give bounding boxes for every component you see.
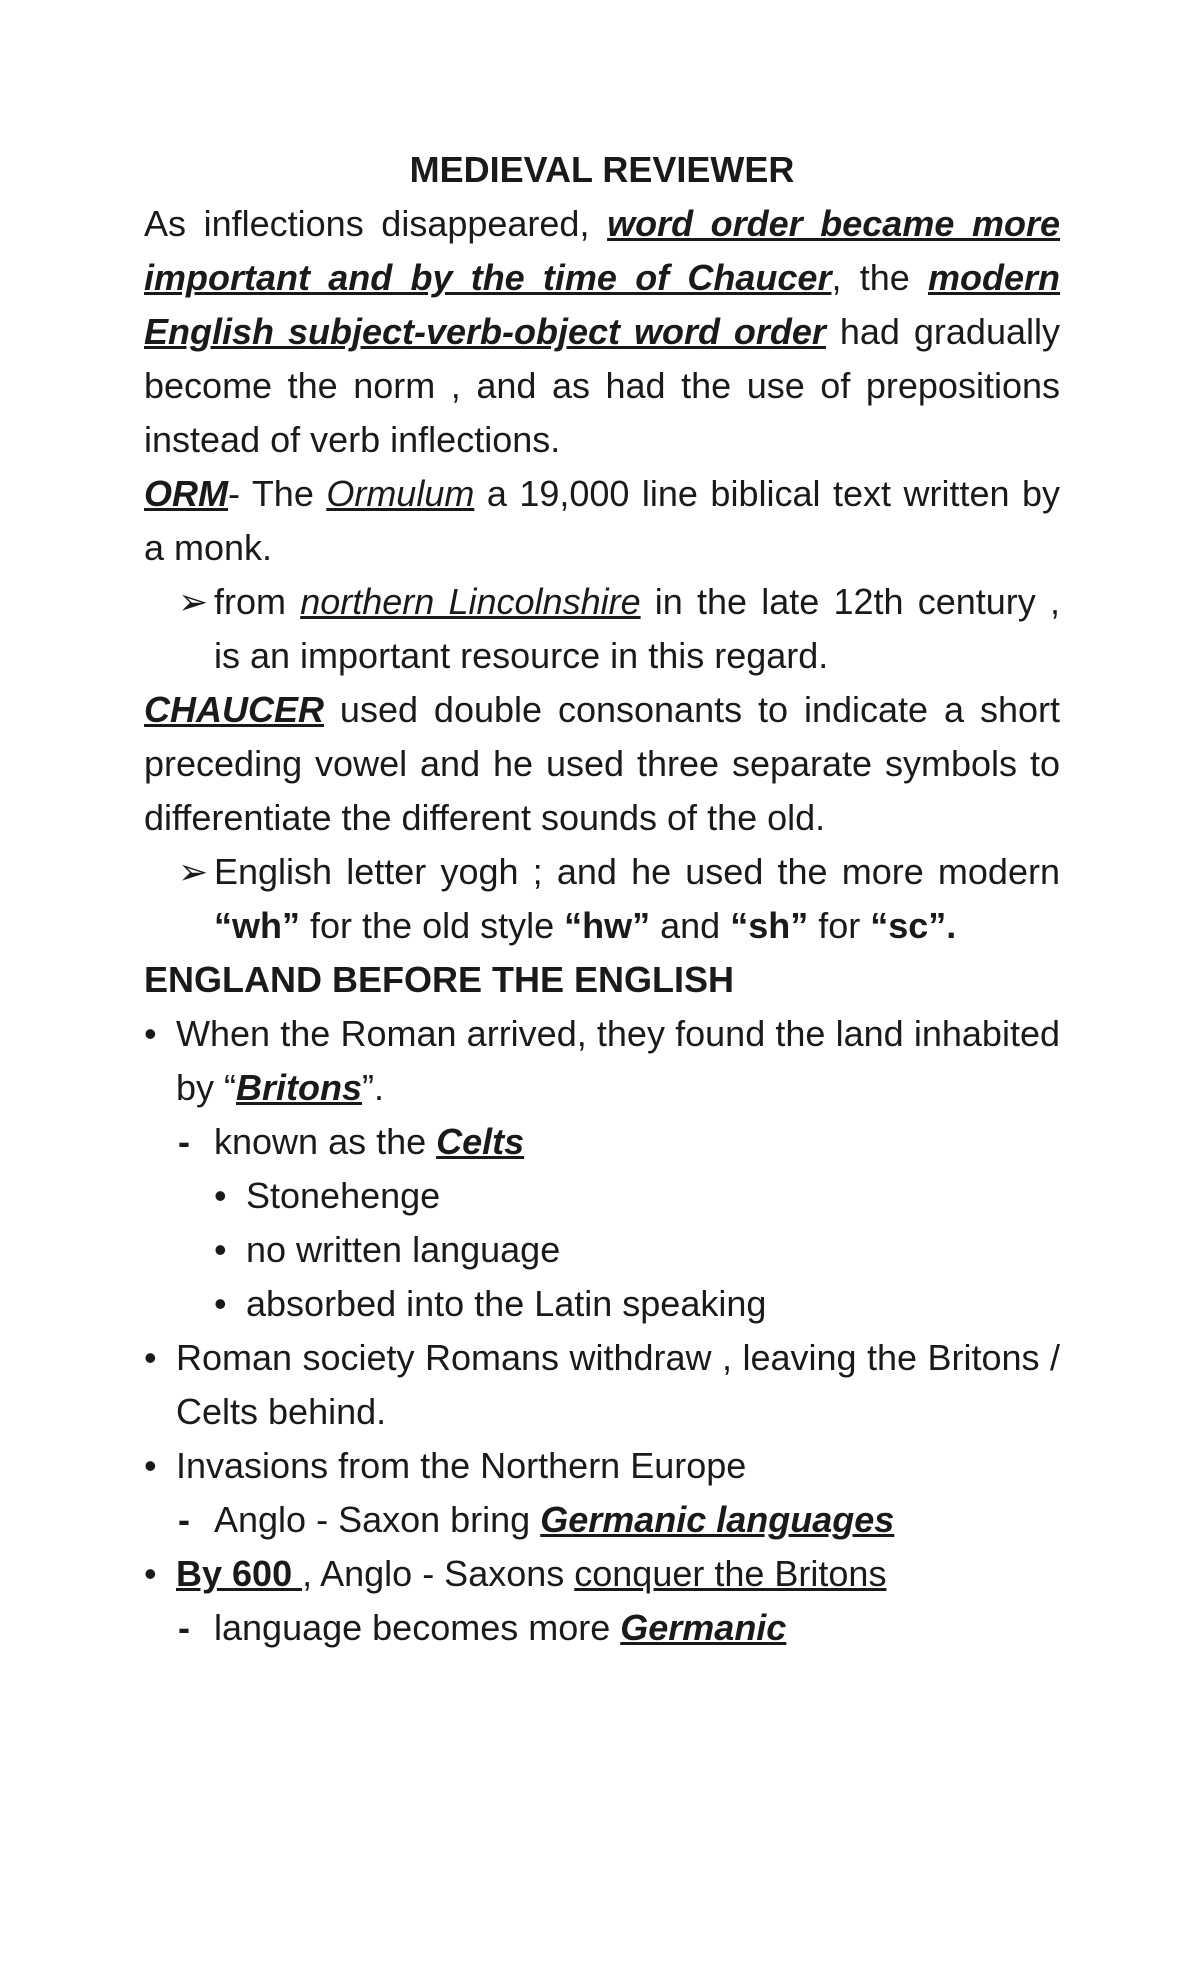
text-run: language becomes more <box>214 1607 621 1648</box>
paragraph-word-order <box>144 197 1060 467</box>
emphasis-text: Britons <box>236 1067 363 1108</box>
section-heading: ENGLAND BEFORE THE ENGLISH <box>144 959 735 1000</box>
emphasis-text: word order became more important and by the time of Chaucer <box>144 203 1060 298</box>
dash-text <box>214 1601 786 1655</box>
bullet-icon: • <box>144 1553 157 1594</box>
emphasis-text: modern English subject-verb-object word order <box>144 257 1060 352</box>
bullet-text: Invasions from the Northern Europe <box>176 1445 747 1486</box>
bullet-item <box>144 1439 1060 1493</box>
text-run: a 19,000 line biblical text written by a monk. <box>144 473 1060 568</box>
paragraph-orm <box>144 467 1060 575</box>
bold-text: “hw” <box>564 905 651 946</box>
text-run: for <box>808 905 871 946</box>
dash-text <box>214 1115 524 1169</box>
term-orm: ORM <box>144 473 228 514</box>
bullet-text <box>176 1007 1060 1115</box>
bold-text: By 600 <box>176 1553 303 1594</box>
text-run: When the Roman arrived, they found the land inhabited by “ <box>176 1013 1060 1108</box>
text-run: ”. <box>362 1067 385 1108</box>
bullet-icon: • <box>214 1229 227 1270</box>
document-content <box>144 143 1060 1655</box>
text-run: , the <box>831 257 928 298</box>
bullet-icon: • <box>214 1175 227 1216</box>
bullet-text: Roman society Romans withdraw , leaving the Britons / Celts behind. <box>176 1337 1060 1432</box>
dash-icon: - <box>178 1499 190 1540</box>
dash-icon: - <box>178 1607 190 1648</box>
term-chaucer: CHAUCER <box>144 689 324 730</box>
bullet-text <box>176 1547 1060 1601</box>
text-run: known as the <box>214 1121 437 1162</box>
bullet-icon: • <box>144 1445 157 1486</box>
bullet-icon: • <box>214 1283 227 1324</box>
text-run: As inflections disappeared, <box>144 203 608 244</box>
text-run: from <box>214 581 301 622</box>
arrow-bullet-item <box>144 845 1060 953</box>
dash-icon: - <box>178 1121 190 1162</box>
text-run: Anglo - Saxon bring <box>214 1499 541 1540</box>
text-run: for the old style <box>300 905 565 946</box>
bold-text: “sc”. <box>870 905 957 946</box>
emphasis-text: Celts <box>436 1121 525 1162</box>
sub-bullet-text: no written language <box>246 1229 561 1270</box>
bullet-item <box>144 1547 1060 1601</box>
text-run: in the late 12th century , is an important resource in this regard. <box>214 581 1060 676</box>
text-run: - The <box>228 473 327 514</box>
emphasis-text: northern Lincolnshire <box>300 581 641 622</box>
text-run: English letter yogh ; and he used the more modern <box>214 851 1060 892</box>
bold-text: “wh” <box>214 905 300 946</box>
dash-item <box>144 1493 1060 1547</box>
bullet-item <box>144 1331 1060 1439</box>
paragraph-chaucer <box>144 683 1060 845</box>
term-ormulum: Ormulum <box>326 473 475 514</box>
bold-text: “sh” <box>730 905 809 946</box>
sub-bullet-text: absorbed into the Latin speaking <box>246 1283 767 1324</box>
dash-item <box>144 1115 1060 1169</box>
arrow-bullet-icon: ➢ <box>178 581 209 622</box>
bullet-icon: • <box>144 1013 157 1054</box>
emphasis-text: Germanic <box>620 1607 787 1648</box>
text-run: and <box>650 905 731 946</box>
bullet-text <box>214 575 1060 683</box>
dash-text <box>214 1493 894 1547</box>
sub-bullet-item <box>144 1169 1060 1223</box>
page-title: MEDIEVAL REVIEWER <box>409 149 795 190</box>
text-run: used double consonants to indicate a short preceding vowel and he used three separate symbols to differentiate the different sounds of the old. <box>144 689 1060 838</box>
sub-bullet-item <box>144 1223 1060 1277</box>
sub-bullet-item <box>144 1277 1060 1331</box>
underlined-text: conquer the Britons <box>574 1553 887 1594</box>
text-run: had gradually become the norm , and as had the use of prepositions instead of verb inflections. <box>144 311 1060 460</box>
sub-bullet-text: Stonehenge <box>246 1175 441 1216</box>
emphasis-text: Germanic languages <box>540 1499 895 1540</box>
dash-item <box>144 1601 1060 1655</box>
arrow-bullet-icon: ➢ <box>178 851 209 892</box>
bullet-text <box>214 845 1060 953</box>
text-run: , Anglo - Saxons <box>302 1553 575 1594</box>
arrow-bullet-item <box>144 575 1060 683</box>
bullet-icon: • <box>144 1337 157 1378</box>
bullet-item <box>144 1007 1060 1115</box>
